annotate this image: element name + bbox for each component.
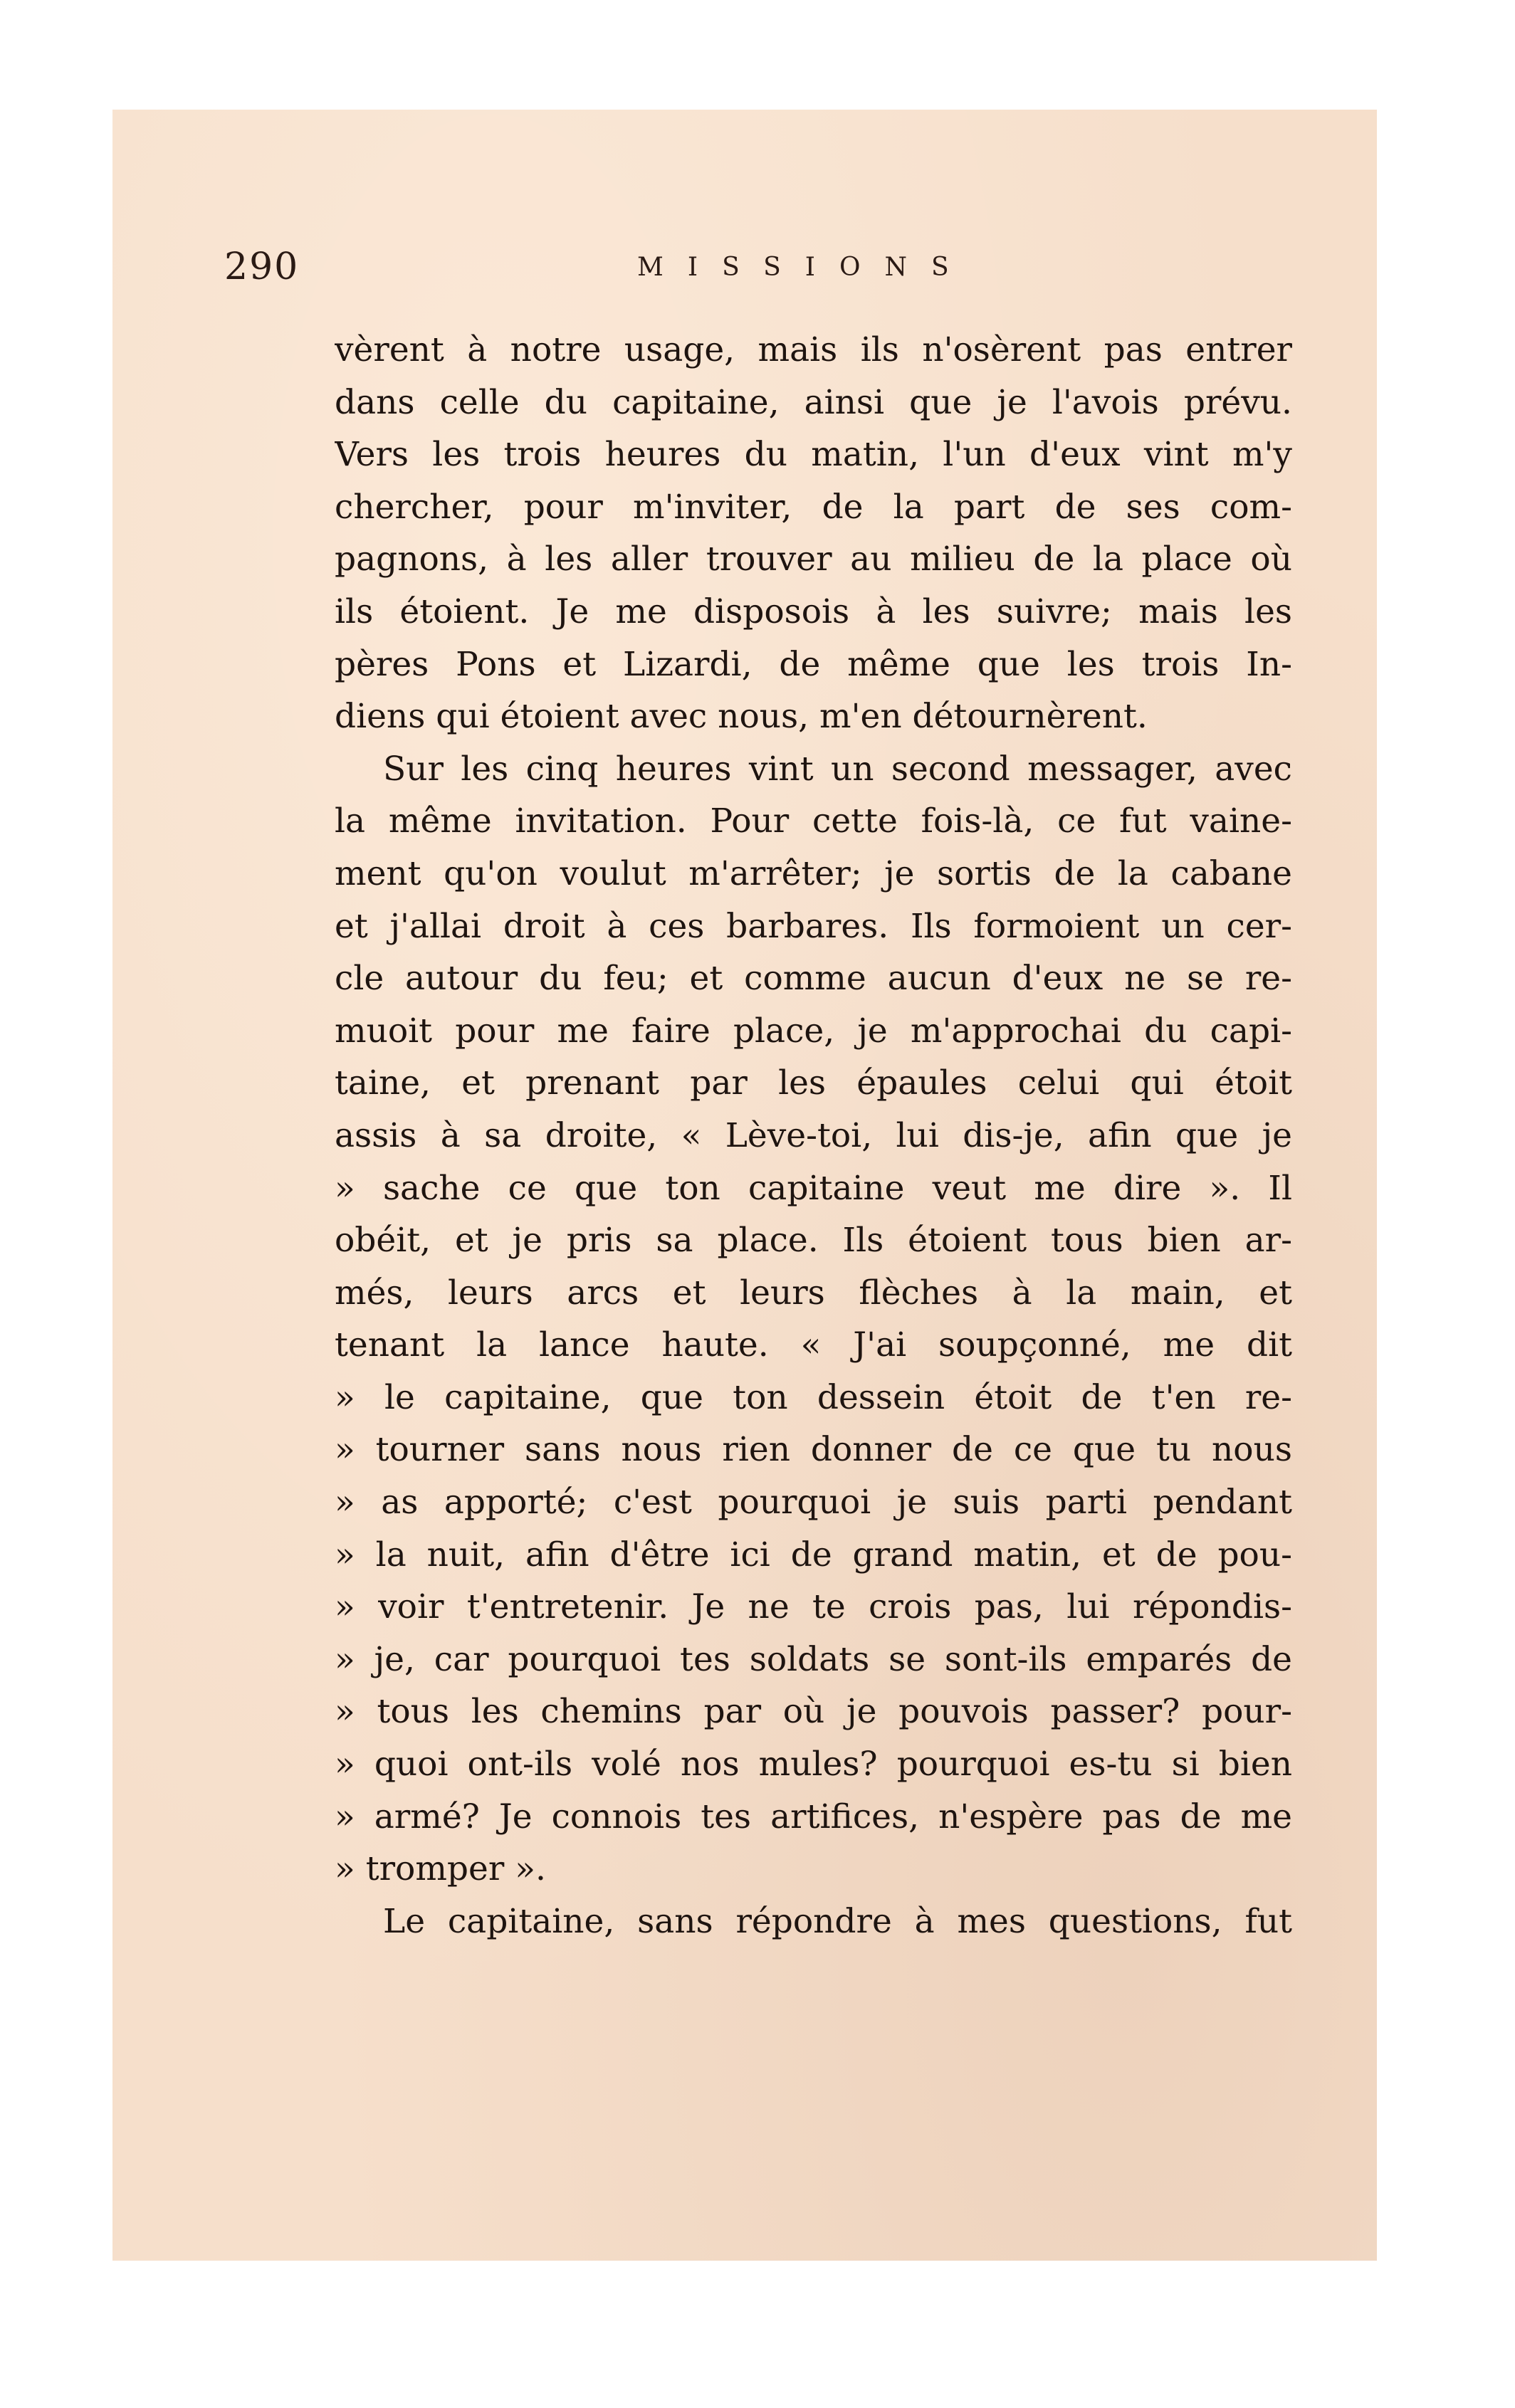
text-line: ils étoient. Je me disposois à les suivre; mais les [335, 592, 1292, 631]
text-line: Vers les trois heures du matin, l'un d'eux vint m'y [335, 435, 1292, 475]
text-line: et j'allai droit à ces barbares. Ils formoient un cer- [335, 906, 1292, 946]
text-line: » tourner sans nous rien donner de ce que tu nous [335, 1430, 1292, 1470]
text-line: tenant la lance haute. « J'ai soupçonné, me dit [335, 1325, 1292, 1365]
body-text [335, 324, 1292, 1947]
text-line: cle autour du feu; et comme aucun d'eux ne se re- [335, 959, 1292, 999]
text-line: diens qui étoient avec nous, m'en détournèrent. [335, 697, 1148, 737]
text-line: més, leurs arcs et leurs flèches à la main, et [335, 1273, 1292, 1313]
text-line: assis à sa droite, « Lève-toi, lui dis-je, afin que je [335, 1115, 1292, 1155]
text-line: obéit, et je pris sa place. Ils étoient tous bien ar- [335, 1221, 1292, 1261]
text-line: taine, et prenant par les épaules celui qui étoit [335, 1063, 1292, 1103]
text-line: » je, car pourquoi tes soldats se sont-ils emparés de [335, 1639, 1292, 1679]
text-line: pagnons, à les aller trouver au milieu de la place où [335, 540, 1292, 579]
page-number: 290 [224, 246, 300, 288]
text-line: » sache ce que ton capitaine veut me dire ». Il [335, 1168, 1292, 1208]
text-line: vèrent à notre usage, mais ils n'osèrent pas entrer [335, 330, 1292, 369]
text-line: dans celle du capitaine, ainsi que je l'avois prévu. [335, 382, 1292, 422]
paragraph-start-line: Sur les cinq heures vint un second messager, avec [383, 749, 1292, 789]
text-line: » voir t'entretenir. Je ne te crois pas, lui répondis- [335, 1587, 1292, 1627]
text-line: » quoi ont-ils volé nos mules? pourquoi es-tu si bien [335, 1745, 1292, 1784]
paragraph-start-line: Le capitaine, sans répondre à mes questions, fut [383, 1901, 1292, 1941]
text-line: » la nuit, afin d'être ici de grand matin, et de pou- [335, 1535, 1292, 1574]
text-line: » tromper ». [335, 1849, 546, 1889]
text-line: » tous les chemins par où je pouvois passer? pour- [335, 1692, 1292, 1732]
text-line: » as apporté; c'est pourquoi je suis parti pendant [335, 1483, 1292, 1523]
text-line: pères Pons et Lizardi, de même que les trois In- [335, 644, 1292, 684]
text-line: la même invitation. Pour cette fois-là, ce fut vaine- [335, 801, 1292, 841]
text-line: » armé? Je connois tes artifices, n'espère pas de me [335, 1797, 1292, 1836]
page-header [224, 246, 1292, 288]
text-line: chercher, pour m'inviter, de la part de ses com- [335, 487, 1292, 527]
text-line: muoit pour me faire place, je m'approchai du capi- [335, 1011, 1292, 1051]
running-title: MISSIONS [637, 253, 973, 282]
text-line: ment qu'on voulut m'arrêter; je sortis de la cabane [335, 853, 1292, 893]
text-line: » le capitaine, que ton dessein étoit de t'en re- [335, 1377, 1292, 1417]
